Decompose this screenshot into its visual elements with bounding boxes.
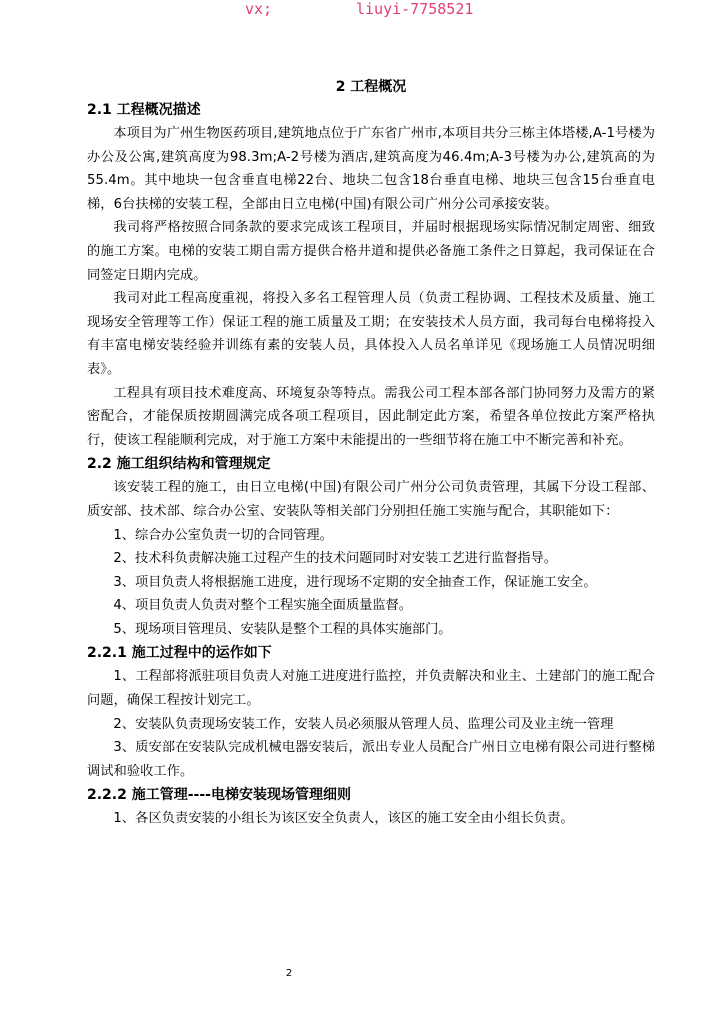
watermark-left: vx; bbox=[245, 0, 273, 18]
paragraph: 1、工程部将派驻项目负责人对施工进度进行监控，并负责解决和业主、土建部门的施工配合问题，确保工程按计划完工。 bbox=[87, 669, 655, 709]
page-number: 2 bbox=[285, 968, 293, 979]
paragraph: 我司对此工程高度重视，将投入多名工程管理人员（负责工程协调、工程技术及质量、施工现场安全管理等工作）保证工程的施工质量及工期；在安装技术人员方面，我司每台电梯将投入有丰富电梯安装经验并训练有素的安装人员，具体投入人员名单详见《现场施工人员情况明细表》。 bbox=[87, 291, 655, 377]
document-page bbox=[87, 76, 655, 831]
paragraph: 2、安装队负责现场安装工作，安装人员必须服从管理人员、监理公司及业主统一管理 bbox=[113, 716, 614, 732]
list-item: 3、项目负责人将根据施工进度，进行现场不定期的安全抽查工作，保证施工安全。 bbox=[113, 574, 597, 590]
section-heading-2-2-1: 2.2.1 施工过程中的运作如下 bbox=[87, 645, 272, 662]
paragraph: 我司将严格按照合同条款的要求完成该工程项目，并届时根据现场实际情况制定周密、细致的施工方案。电梯的安装工期自需方提供合格井道和提供必备施工条件之日算起，我司保证在合同签定日期内完成。 bbox=[87, 220, 655, 283]
paragraph: 3、质安部在安装队完成机械电器安装后，派出专业人员配合广州日立电梯有限公司进行整梯调试和验收工作。 bbox=[87, 740, 655, 779]
watermark-right: liuyi-7758521 bbox=[356, 0, 474, 18]
list-item: 2、技术科负责解决施工过程产生的技术问题同时对安装工艺进行监督指导。 bbox=[113, 551, 557, 567]
paragraph: 本项目为广州生物医药项目,建筑地点位于广东省广州市,本项目共分三栋主体塔楼,A-1号楼为办公及公寓,建筑高度为98.3m;A-2号楼为酒店,建筑高度为46.4m;A-3号楼为办公,建筑高的为55.4m。其中地块一包含垂直电梯22台、地块二包含18台垂直电梯、地块三包含15台垂直电梯，6台扶梯的安装工程，全部由日立电梯(中国)有限公司广州分公司承接安装。 bbox=[87, 126, 655, 212]
section-heading-2-1: 2.1 工程概况描述 bbox=[87, 102, 201, 118]
list-item: 5、现场项目管理员、安装队是整个工程的具体实施部门。 bbox=[113, 621, 452, 637]
page-title: 2 工程概况 bbox=[335, 79, 407, 95]
paragraph: 该安装工程的施工，由日立电梯(中国)有限公司广州分公司负责管理，其属下分设工程部、质安部、技术部、综合办公室、安装队等相关部门分别担任施工实施与配合，其职能如下： bbox=[87, 480, 655, 519]
list-item: 1、综合办公室负责一切的合同管理。 bbox=[113, 527, 333, 543]
section-heading-2-2: 2.2 施工组织结构和管理规定 bbox=[87, 456, 271, 473]
list-item: 4、项目负责人负责对整个工程实施全面质量监督。 bbox=[113, 598, 412, 614]
paragraph: 工程具有项目技术难度高、环境复杂等特点。需我公司工程本部各部门协同努力及需方的紧密配合，才能保质按期圆满完成各项工程项目，因此制定此方案，希望各单位按此方案严格执行，使该工程能顺利完成，对于施工方案中未能提出的一些细节将在施工中不断完善和补充。 bbox=[87, 385, 655, 448]
section-heading-2-2-2: 2.2.2 施工管理----电梯安装现场管理细则 bbox=[87, 787, 351, 804]
watermark bbox=[0, 0, 724, 20]
paragraph: 1、各区负责安装的小组长为该区安全负责人，该区的施工安全由小组长负责。 bbox=[113, 811, 574, 827]
